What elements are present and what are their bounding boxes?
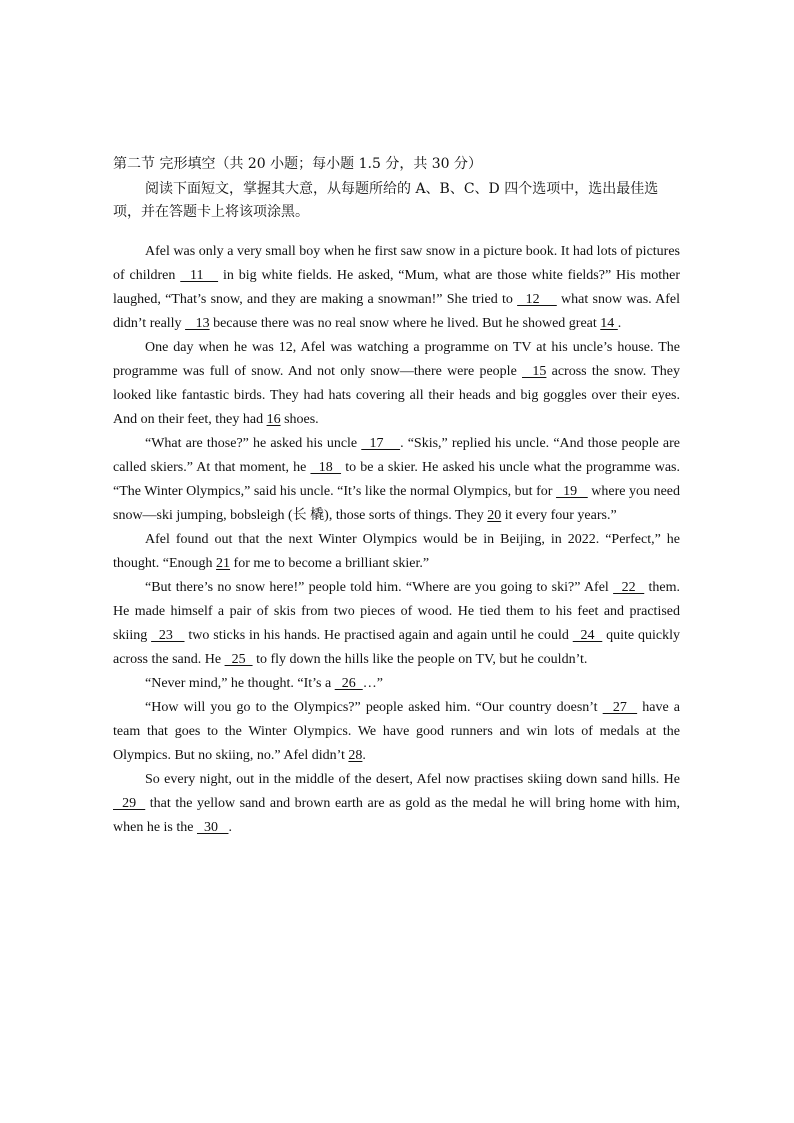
- answer-blank: 21: [216, 556, 231, 571]
- passage-text: two sticks in his hands. He practised again and again until he could: [184, 628, 573, 643]
- answer-blank: 17: [361, 436, 401, 451]
- passage-text: Afel was only a very small boy when he first saw snow in a picture book. It had lots of pictures of children: [113, 244, 680, 283]
- passage-text: in big white fields. He asked, “Mum, what are those white fields?” His mother laughed, “That’s snow, and they are making a snowman!” She tried to: [113, 268, 681, 307]
- passage-text: where you need snow—ski jumping, bobsleigh (长 橇), those sorts of things. They: [113, 484, 680, 523]
- passage-text: it every four years.”: [501, 508, 617, 523]
- passage-text: shoes.: [280, 412, 319, 427]
- passage-text: have a team that goes to the Winter Olympics. We have good runners and win lots of medals at the Olympics. But no skiing, no.” Afel didn’t: [113, 700, 680, 763]
- passage-text: So every night, out in the middle of the desert, Afel now practises skiing down sand hills. He: [145, 772, 680, 787]
- answer-blank: 26: [334, 676, 363, 691]
- passage-text: for me to become a brilliant skier.”: [230, 556, 430, 571]
- answer-blank: 14: [600, 316, 618, 331]
- passage-text: .: [228, 820, 232, 835]
- passage-paragraph: [113, 432, 680, 528]
- passage-text: quite quickly across the sand. He: [113, 628, 681, 667]
- answer-blank: 16: [266, 412, 281, 427]
- answer-blank: 18: [310, 460, 342, 475]
- passage-paragraph: [113, 696, 680, 768]
- answer-blank: 20: [487, 508, 502, 523]
- passage-text: One day when he was 12, Afel was watching a programme on TV at his uncle’s house. The programme was full of snow. And not only snow—there were people: [113, 340, 680, 379]
- passage-text: to be a skier. He asked his uncle what the programme was. “The Winter Olympics,” said his uncle. “It’s like the normal Olympics, but for: [113, 460, 680, 499]
- section-heading: 第二节 完形填空（共 20 小题；每小题 1.5 分，共 30 分）: [113, 156, 483, 172]
- passage-paragraph: [113, 576, 680, 672]
- answer-blank: 13: [185, 316, 210, 331]
- instructions: 阅读下面短文，掌握其大意，从每题所给的 A、B、C、D 四个选项中，选出最佳选项，并在答题卡上将该项涂黑。: [113, 181, 659, 220]
- passage-text: “But there’s no snow here!” people told him. “Where are you going to ski?” Afel: [145, 580, 614, 595]
- answer-blank: 29: [113, 796, 146, 811]
- answer-blank: 11: [180, 268, 219, 283]
- answer-blank: 15: [522, 364, 547, 379]
- answer-blank: 23: [151, 628, 185, 643]
- passage-text: “Never mind,” he thought. “It’s a: [145, 676, 335, 691]
- answer-blank: 30: [196, 820, 229, 835]
- passage-text: to fly down the hills like the people on TV, but he couldn’t.: [252, 652, 588, 667]
- passage-paragraph: [113, 240, 680, 336]
- passage-paragraph: [113, 672, 680, 696]
- passage-paragraph: [113, 336, 680, 432]
- answer-blank: 28: [348, 748, 363, 763]
- passage-text: Afel found out that the next Winter Olympics would be in Beijing, in 2022. “Perfect,” he thought. “Enough: [113, 532, 680, 571]
- answer-blank: 22: [613, 580, 645, 595]
- passage-text: . “Skis,” replied his uncle. “And those people are called skiers.” At that moment, he: [113, 436, 680, 475]
- passage-text: across the snow. They looked like fantastic birds. They had hats covering all their heads and big goggles over their eyes. And on their feet, they had: [113, 364, 680, 427]
- answer-blank: 19: [556, 484, 588, 499]
- answer-blank: 24: [572, 628, 603, 643]
- answer-blank: 25: [224, 652, 253, 667]
- passage-text: …”: [362, 676, 383, 691]
- passage-paragraph: [113, 768, 680, 840]
- answer-blank: 27: [602, 700, 638, 715]
- passage-text: them. He made himself a pair of skis from two pieces of wood. He tied them to his feet and practised skiing: [113, 580, 681, 643]
- passage-text: “How will you go to the Olympics?” people asked him. “Our country doesn’t: [145, 700, 603, 715]
- passage-text: because there was no real snow where he lived. But he showed great: [209, 316, 601, 331]
- passage-text: .: [362, 748, 366, 763]
- passage-text: “What are those?” he asked his uncle: [145, 436, 362, 451]
- answer-blank: 12: [517, 292, 557, 307]
- passage-text: .: [617, 316, 622, 331]
- passage-text: that the yellow sand and brown earth are as gold as the medal he will bring home with him, when he is the: [113, 796, 680, 835]
- passage-paragraph: [113, 528, 680, 576]
- passage-text: what snow was. Afel didn’t really: [113, 292, 681, 331]
- cloze-passage: [113, 240, 680, 840]
